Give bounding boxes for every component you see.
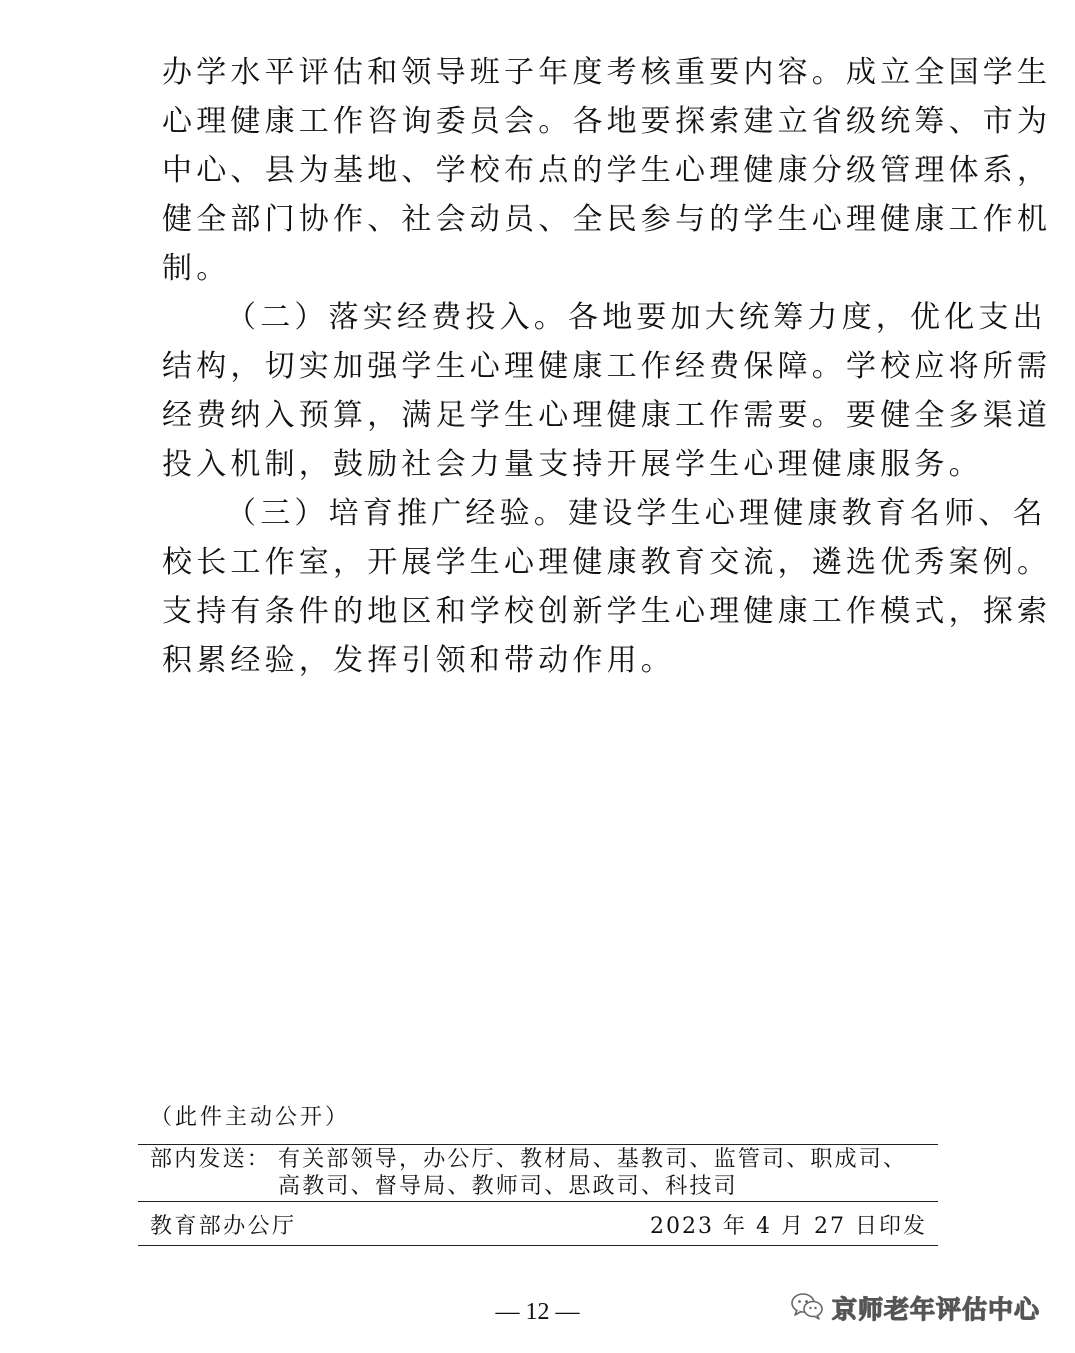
body-line: 投入机制，鼓励社会力量支持开展学生心理健康服务。 [162, 447, 983, 482]
body-line: 积累经验，发挥引领和带动作用。 [162, 643, 675, 678]
document-body [162, 48, 1052, 685]
body-line: 校长工作室，开展学生心理健康教育交流，遴选优秀案例。 [162, 545, 1052, 580]
distribution-label: 部内发送： [150, 1147, 272, 1172]
body-line: 心理健康工作咨询委员会。各地要探索建立省级统筹、市为 [162, 104, 1052, 139]
distribution-list [150, 1146, 907, 1200]
section-heading-line: （二）落实经费投入。各地要加大统筹力度，优化支出 [226, 300, 1047, 335]
watermark-text: 京师老年评估中心 [832, 1295, 1041, 1324]
page-number: — 12 — [495, 1299, 580, 1325]
distribution-recipients-2: 高教司、督导局、教师司、思政司、科技司 [278, 1174, 738, 1199]
top-divider [138, 1144, 938, 1145]
body-line: 中心、县为基地、学校布点的学生心理健康分级管理体系， [162, 153, 1052, 188]
distribution-recipients-1: 有关部领导，办公厅、教材局、基教司、监管司、职成司、 [278, 1147, 908, 1172]
body-line: 健全部门协作、社会动员、全民参与的学生心理健康工作机 [162, 202, 1052, 237]
section-heading-line: （三）培育推广经验。建设学生心理健康教育名师、名 [226, 496, 1047, 531]
body-line: 支持有条件的地区和学校创新学生心理健康工作模式，探索 [162, 594, 1052, 629]
body-line: 结构，切实加强学生心理健康工作经费保障。学校应将所需 [162, 349, 1052, 384]
middle-divider [138, 1201, 938, 1202]
bottom-divider [138, 1245, 938, 1246]
publicity-note: （此件主动公开） [150, 1105, 351, 1130]
watermark [790, 1288, 1040, 1328]
issuer: 教育部办公厅 [150, 1214, 297, 1239]
body-line: 经费纳入预算，满足学生心理健康工作需要。要健全多渠道 [162, 398, 1052, 433]
distribution-line-1 [150, 1146, 907, 1173]
body-line: 制。 [162, 251, 231, 286]
body-line: 办学水平评估和领导班子年度考核重要内容。成立全国学生 [162, 55, 1052, 90]
issue-date: 2023 年 4 月 27 日印发 [650, 1214, 927, 1239]
wechat-icon [790, 1291, 824, 1325]
